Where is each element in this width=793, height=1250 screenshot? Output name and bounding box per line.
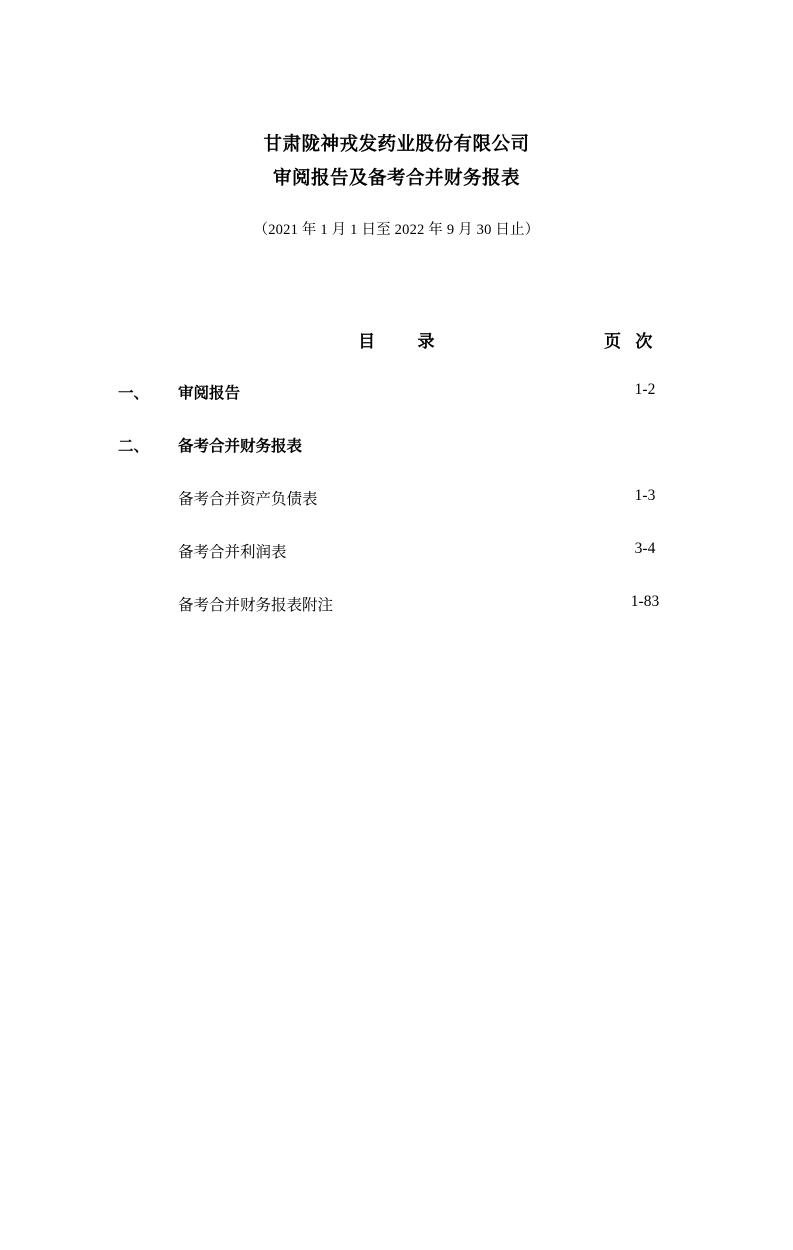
table-of-contents bbox=[0, 381, 793, 646]
toc-entry bbox=[0, 593, 793, 646]
toc-entry-label: 审阅报告 bbox=[178, 385, 241, 402]
toc-entry-label: 备考合并资产负债表 bbox=[178, 491, 318, 508]
toc-entry bbox=[0, 434, 793, 487]
document-title: 审阅报告及备考合并财务报表 bbox=[272, 169, 520, 189]
contents-heading-part1: 目 bbox=[358, 332, 376, 351]
page-column-heading bbox=[604, 327, 653, 352]
document-page bbox=[0, 128, 793, 1250]
contents-header bbox=[0, 327, 793, 353]
toc-entry bbox=[0, 487, 793, 540]
toc-entry bbox=[0, 540, 793, 593]
toc-entry-label: 备考合并财务报表附注 bbox=[178, 597, 334, 614]
toc-entry-label: 备考合并利润表 bbox=[178, 544, 287, 561]
company-name: 甘肃陇神戎发药业股份有限公司 bbox=[263, 135, 530, 155]
reporting-period: （2021 年 1 月 1 日至 2022 年 9 月 30 日止） bbox=[253, 222, 540, 238]
toc-entry-pages: 1-83 bbox=[630, 593, 660, 610]
toc-entry-pages: 1-3 bbox=[634, 487, 656, 504]
toc-entry-pages: 3-4 bbox=[634, 540, 656, 557]
contents-heading-part2: 录 bbox=[417, 332, 435, 351]
title-block bbox=[0, 128, 793, 239]
toc-entry-pages: 1-2 bbox=[634, 381, 656, 398]
toc-entry-number: 二、 bbox=[118, 438, 150, 455]
toc-entry bbox=[0, 381, 793, 434]
toc-entry-label: 备考合并财务报表 bbox=[178, 438, 303, 455]
toc-entry-number: 一、 bbox=[118, 385, 150, 402]
page-column-heading-part2: 次 bbox=[635, 332, 653, 351]
page-column-heading-part1: 页 bbox=[604, 332, 622, 351]
contents-heading bbox=[0, 327, 793, 352]
